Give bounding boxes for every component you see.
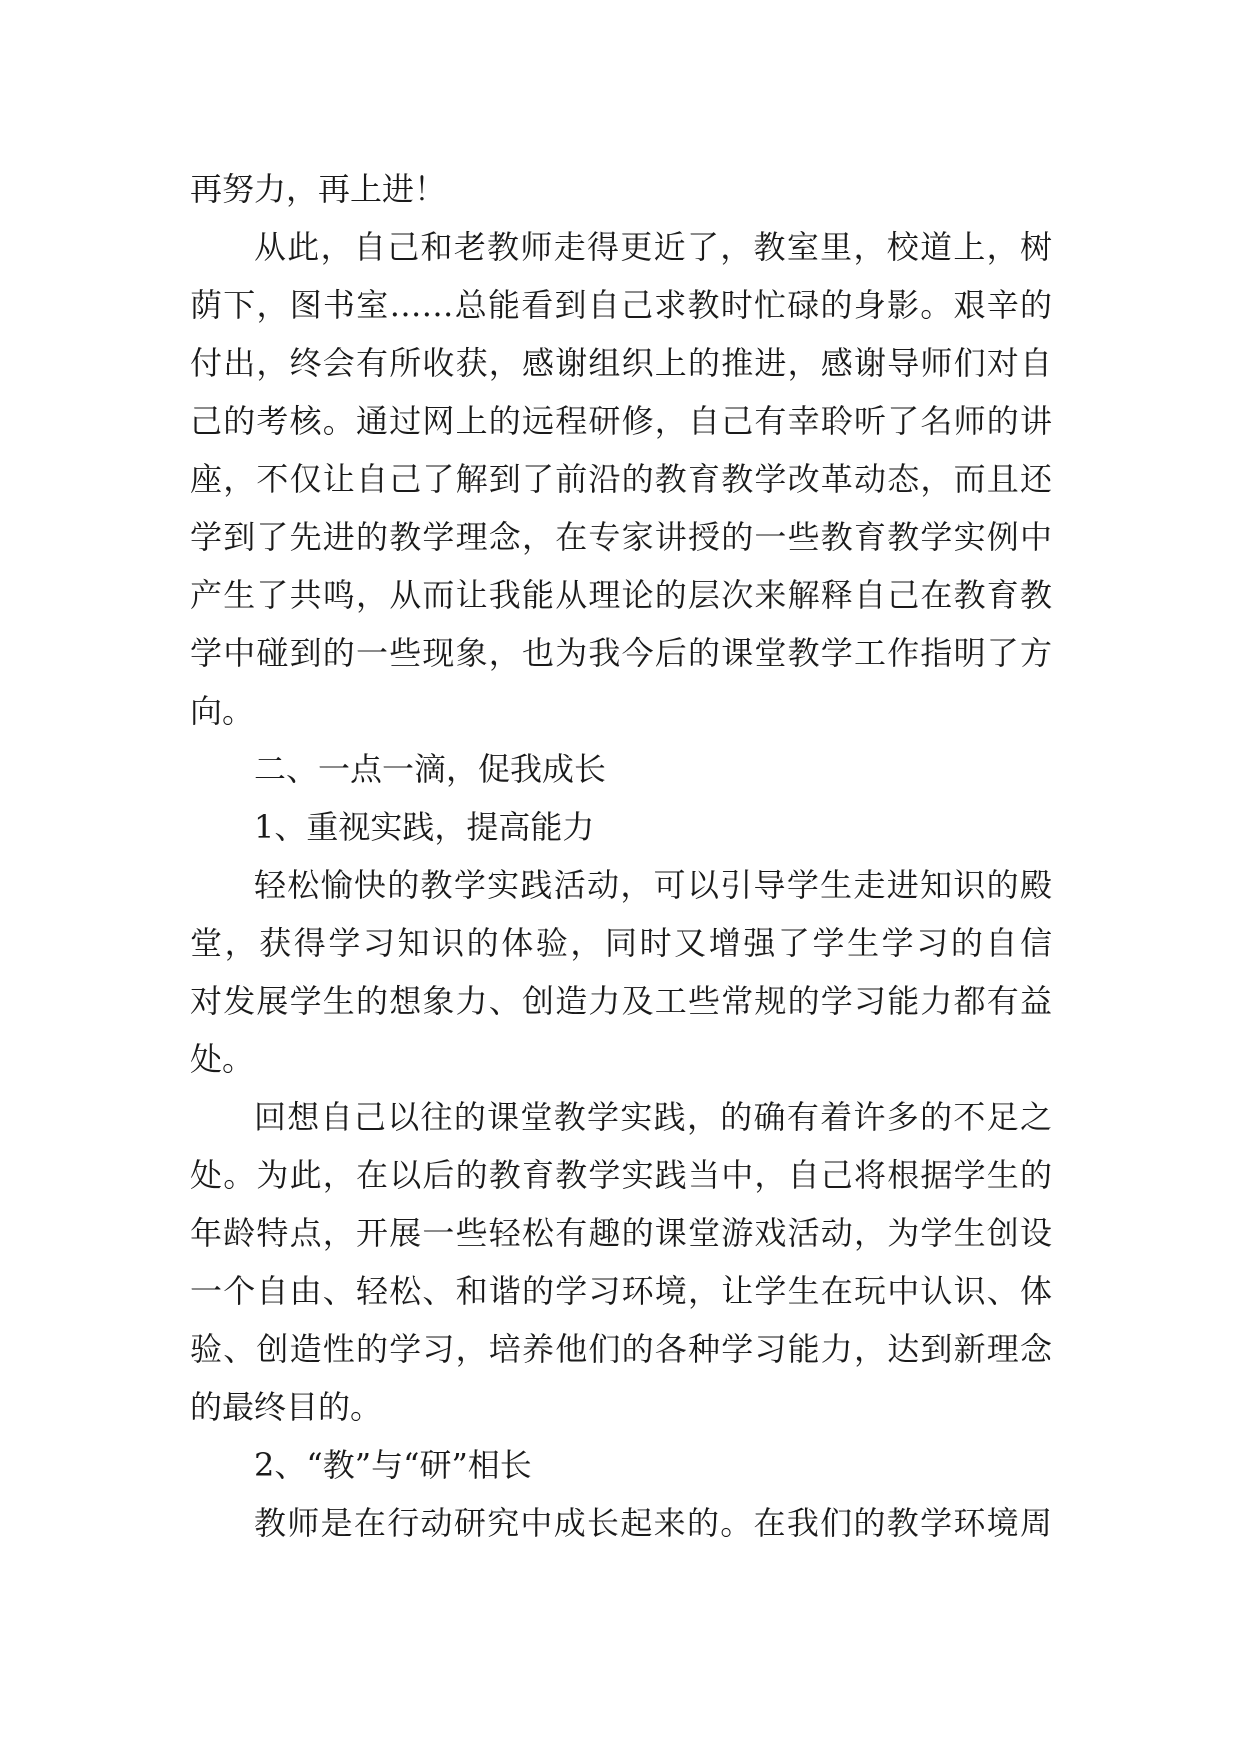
- text-line: 处。: [190, 1040, 255, 1078]
- text-line: 堂，获得学习知识的体验，同时又增强了学生学习的自信: [190, 924, 1052, 962]
- body-text: [190, 160, 1052, 1552]
- text-line: 向。: [190, 692, 255, 730]
- text-line: 一个自由、轻松、和谐的学习环境，让学生在玩中认识、体: [190, 1272, 1052, 1310]
- text-line: 学到了先进的教学理念，在专家讲授的一些教育教学实例中: [190, 518, 1052, 556]
- text-line: 座，不仅让自己了解到了前沿的教育教学改革动态，而且还: [190, 460, 1052, 498]
- text-line: 再努力，再上进！: [190, 170, 447, 208]
- text-line: 1、重视实践，提高能力: [254, 808, 595, 846]
- text-line: 轻松愉快的教学实践活动，可以引导学生走进知识的殿: [254, 866, 1052, 904]
- text-line: 学中碰到的一些现象，也为我今后的课堂教学工作指明了方: [190, 634, 1052, 672]
- text-line: 产生了共鸣，从而让我能从理论的层次来解释自己在教育教: [190, 576, 1052, 614]
- text-line: 教师是在行动研究中成长起来的。在我们的教学环境周: [254, 1504, 1052, 1542]
- text-line: 处。为此，在以后的教育教学实践当中，自己将根据学生的: [190, 1156, 1052, 1194]
- text-line: 回想自己以往的课堂教学实践，的确有着许多的不足之: [254, 1098, 1052, 1136]
- text-line: 二、一点一滴，促我成长: [254, 750, 607, 788]
- text-line: 2、“教”与“研”相长: [254, 1446, 532, 1484]
- text-line: 从此，自己和老教师走得更近了，教室里，校道上，树: [254, 228, 1052, 266]
- text-line: 付出，终会有所收获，感谢组织上的推进，感谢导师们对自: [190, 344, 1052, 382]
- text-line: 验、创造性的学习，培养他们的各种学习能力，达到新理念: [190, 1330, 1052, 1368]
- text-line: 的最终目的。: [190, 1388, 383, 1426]
- text-line: 年龄特点，开展一些轻松有趣的课堂游戏活动，为学生创设: [190, 1214, 1052, 1252]
- text-line: 己的考核。通过网上的远程研修，自己有幸聆听了名师的讲: [190, 402, 1052, 440]
- text-line: 荫下，图书室……总能看到自己求教时忙碌的身影。艰辛的: [190, 286, 1052, 324]
- text-line: 对发展学生的想象力、创造力及工些常规的学习能力都有益: [190, 982, 1052, 1020]
